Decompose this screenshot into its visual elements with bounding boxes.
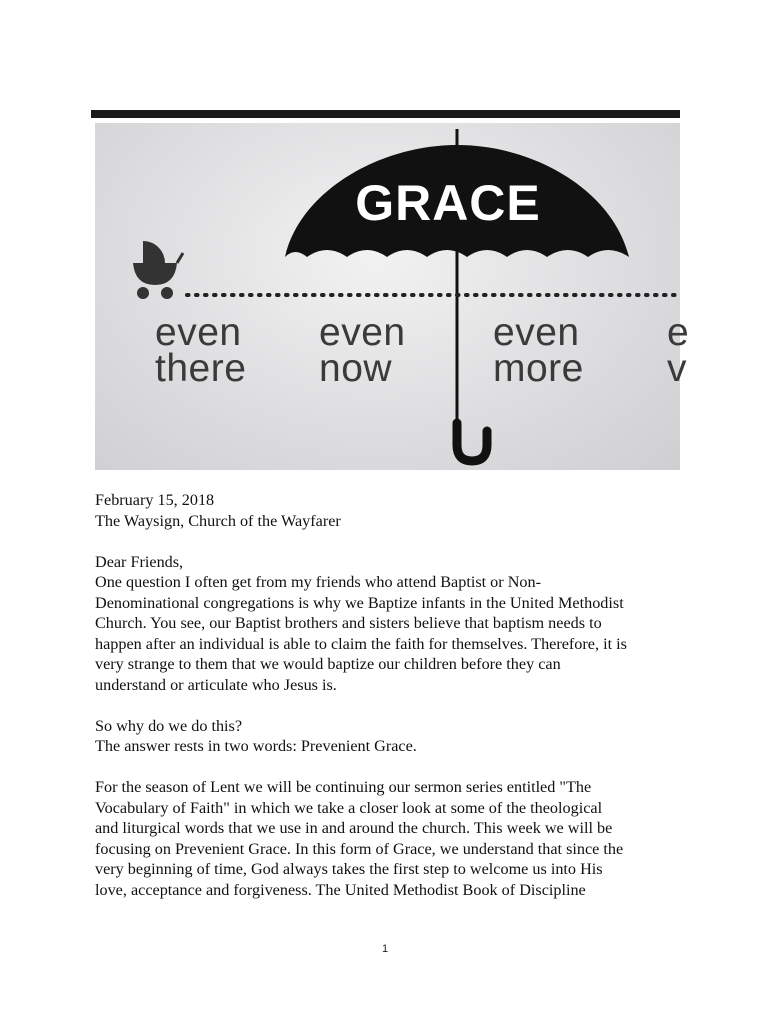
paragraph-1-line: happen after an individual is able to claim the faith for themselves. Therefore, it is <box>95 634 627 653</box>
header-rule <box>91 110 680 118</box>
paragraph-1-line: understand or articulate who Jesus is. <box>95 675 337 694</box>
publication-name: The Waysign, Church of the Wayfarer <box>95 511 341 530</box>
paragraph-3-line: very beginning of time, God always takes the first step to welcome us into His <box>95 860 603 878</box>
paragraph-3-line: and liturgical words that we use in and around the church. This week we will be <box>95 819 613 837</box>
column-2-top: even <box>319 311 406 354</box>
column-3-bottom: more <box>493 347 584 390</box>
paragraph-2-line: So why do we do this? <box>95 716 243 735</box>
baby-carriage-icon <box>133 241 183 299</box>
banner-artwork <box>95 123 690 470</box>
spacer <box>95 757 695 778</box>
column-4-bottom: v <box>667 347 687 390</box>
paragraph-3-line: Vocabulary of Faith" in which we take a closer look at some of the theological <box>95 798 603 817</box>
column-1-top: even <box>155 311 242 354</box>
spacer <box>95 695 695 716</box>
paragraph-1-line: One question I often get from my friends who attend Baptist or Non- <box>95 573 541 591</box>
paragraph-3-line: focusing on Prevenient Grace. In this form of Grace, we understand that since the <box>95 839 624 858</box>
grace-banner-image <box>95 123 690 470</box>
grace-word: GRACE <box>355 175 541 231</box>
paragraph-1-line: Denominational congregations is why we Baptize infants in the United Methodist <box>95 593 624 612</box>
paragraph-2-line: The answer rests in two words: Prevenient Grace. <box>95 737 417 755</box>
letter-date: February 15, 2018 <box>95 491 215 509</box>
salutation: Dear Friends, <box>95 552 184 571</box>
column-2-bottom: now <box>319 347 393 390</box>
spacer <box>95 531 695 552</box>
letter-body <box>95 490 695 900</box>
paragraph-3-line: For the season of Lent we will be continuing our sermon series entitled "The <box>95 778 592 796</box>
page-number: 1 <box>381 943 389 955</box>
paragraph-3-line: love, acceptance and forgiveness. The United Methodist Book of Discipline <box>95 880 586 899</box>
column-4-top: e <box>667 311 690 354</box>
column-3-top: even <box>493 311 580 354</box>
paragraph-1-line: Church. You see, our Baptist brothers and sisters believe that baptism needs to <box>95 614 602 632</box>
paragraph-1-line: very strange to them that we would baptize our children before they can <box>95 655 561 673</box>
column-1-bottom: there <box>155 347 247 390</box>
